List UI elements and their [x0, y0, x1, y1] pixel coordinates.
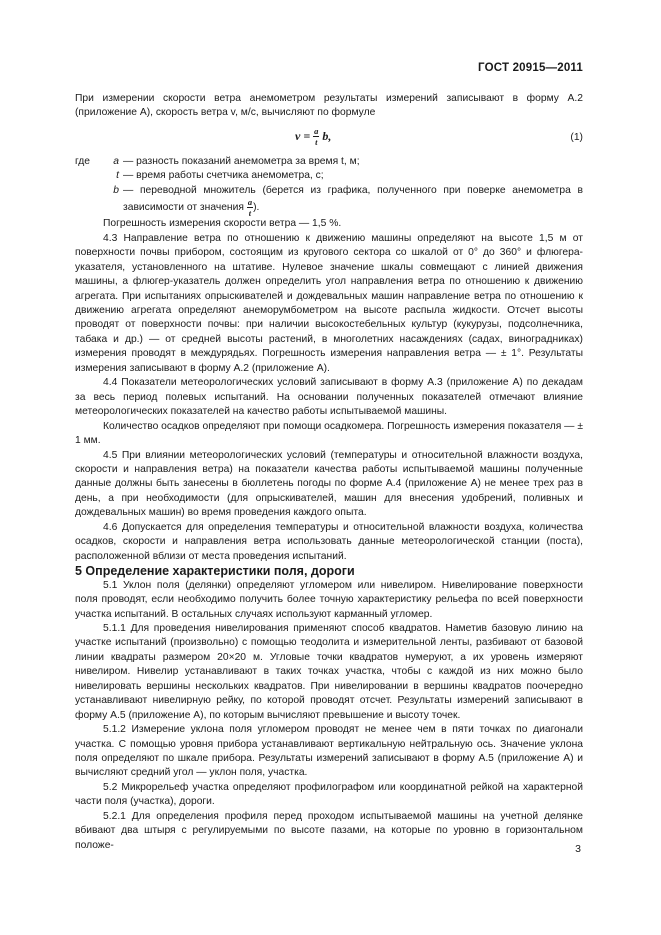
- where-text: — переводной множитель (берется из графика, полученного при поверке анемометра в зависимости от значения $\frac{a}{t}$ ).: [123, 184, 583, 219]
- document-body: [75, 92, 583, 853]
- formula: v = $\frac{a}{t}$ b,: [295, 125, 332, 147]
- paragraph: 5.2 Микрорельеф участка определяют профилографом или координатной рейкой на характерной части поля (участка), дороги.: [75, 781, 583, 808]
- where-item: [75, 184, 583, 217]
- paragraph: 5.1.1 Для проведения нивелирования применяют способ квадратов. Наметив базовую линию на участке испытаний (произвольно) с помощью теодолита и измерительной ленты, разбивают от базовой линии квадраты размером 20×20 м. Угловые точки квадратов нумеруют, а их уровень измеряют нивелиром. Нивелир устанавливают в таких точках участка, чтобы с каждой из них можно было нивелировать вершины нескольких квадратов. При нивелировании в вершины квадратов поочередно устанавливают нивелирную рейку, по которой проводят отсчет. Результаты измерений записывают в форму А.5 (приложение А), по которым вычисляют превышение и высоту точек.: [75, 622, 583, 721]
- paragraph: Погрешность измерения скорости ветра — 1,5 %.: [103, 218, 342, 230]
- formula-rhs: b,: [322, 129, 332, 144]
- paragraph: 4.6 Допускается для определения температуры и относительной влажности воздуха, количества осадков, скорости и направления ветра использовать данные метеорологической станции (поста), расположенной вблизи от места проведения испытаний.: [75, 521, 583, 562]
- where-item: [75, 169, 583, 183]
- where-item: [75, 155, 583, 169]
- where-text: — время работы счетчика анемометра, с;: [123, 170, 324, 182]
- formula-fraction: [313, 127, 319, 146]
- paragraph: 5.1.2 Измерение уклона поля угломером проводят не менее чем в пяти точках по диагонали участка. С помощью уровня прибора устанавливают вертикальную нейтральную ось. Значение уклона поля определяют по шкале прибора. Результаты измерений записывают в форму А.5 (приложение А) и вычисляют средний угол — уклон поля, участка.: [75, 724, 583, 779]
- formula-numerator: a: [314, 125, 319, 136]
- paragraph: 5.2.1 Для определения профиля перед проходом испытываемой машины на учетной делянке вбивают два штыря с регулируемыми по высоте пазами, на которые по уровню в горизонтальном положе-: [75, 810, 583, 851]
- equation-number: (1): [570, 131, 583, 143]
- inline-fraction: $\frac{a}{t}$: [247, 197, 253, 219]
- where-text: — разность показаний анемометра за время t, м;: [123, 155, 360, 167]
- paragraph: 5.1 Уклон поля (делянки) определяют угломером или нивелиром. Нивелирование поверхности поля проводят, если необходимо получить более точную характеристику рельефа по всей поверхности участка испытаний. В остальных случаях используют карманный угломер.: [75, 579, 583, 620]
- where-label: где: [75, 155, 91, 167]
- where-symbol: b: [113, 184, 119, 196]
- intro-paragraph: При измерении скорости ветра анемометром результаты измерений записывают в форму А.2 (приложение А), скорость ветра v, м/с, вычисляют по формуле: [75, 93, 583, 119]
- formula-lhs: v: [295, 129, 301, 144]
- where-symbol: a: [113, 155, 119, 167]
- where-symbol: t: [116, 170, 119, 182]
- standard-header: ГОСТ 20915—2011: [478, 62, 583, 74]
- paragraph: 4.3 Направление ветра по отношению к движению машины определяют на высоте 1,5 м от поверхности почвы прибором, состоящим из кругового сектора со шкалой от 0° до 360° и флюгера-указателя, установленного на штативе. Нулевое значение шкалы совмещают с линией движения машины, а флюгер-указатель должен определить угол направления ветра по отношению к движению агрегата. При испытаниях опрыскивателей и дождевальных машин направление ветра по отношению к движению агрегата определяют анеморумбометром на высоте распыла жидкости. Отсчет высоты проводят от поверхности почвы: при наличии высокостебельных культур (кукурузы, подсолнечника, табака и др.) — от средней высоты растений, в многолетних насаждениях (садах, виноградниках) измерения проводят в междурядьях. Погрешность измерения направления ветра — ± 1°. Результаты измерения записывают в форму А.2 (приложение А).: [75, 232, 583, 374]
- paragraph: 4.5 При влиянии метеорологических условий (температуры и относительной влажности воздуха, скорости и направления ветра) на показатели качества работы испытываемой машины полученные данные должны быть занесены в бюллетень погоды по форме А.4 (приложение А) не менее трех раз в день, а при необходимости (для опрыскивателей, машин для внесения удобрений, поливных и дождевальных машин) во время проведения каждого опыта.: [75, 449, 583, 519]
- formula-block: [75, 123, 583, 151]
- section-heading: 5 Определение характеристики поля, дороги: [75, 564, 355, 579]
- paragraph: Количество осадков определяют при помощи осадкомера. Погрешность измерения показателя — ± 1 мм.: [75, 420, 583, 447]
- where-list: [75, 155, 583, 217]
- page-number: 3: [575, 843, 581, 855]
- paragraph: 4.4 Показатели метеорологических условий записывают в форму А.3 (приложение А) по декадам за весь период полевых испытаний. На основании полученных показателей отмечают влияние метеорологических показателей на качество работы испытываемой машины.: [75, 377, 583, 418]
- formula-denominator: t: [315, 136, 318, 147]
